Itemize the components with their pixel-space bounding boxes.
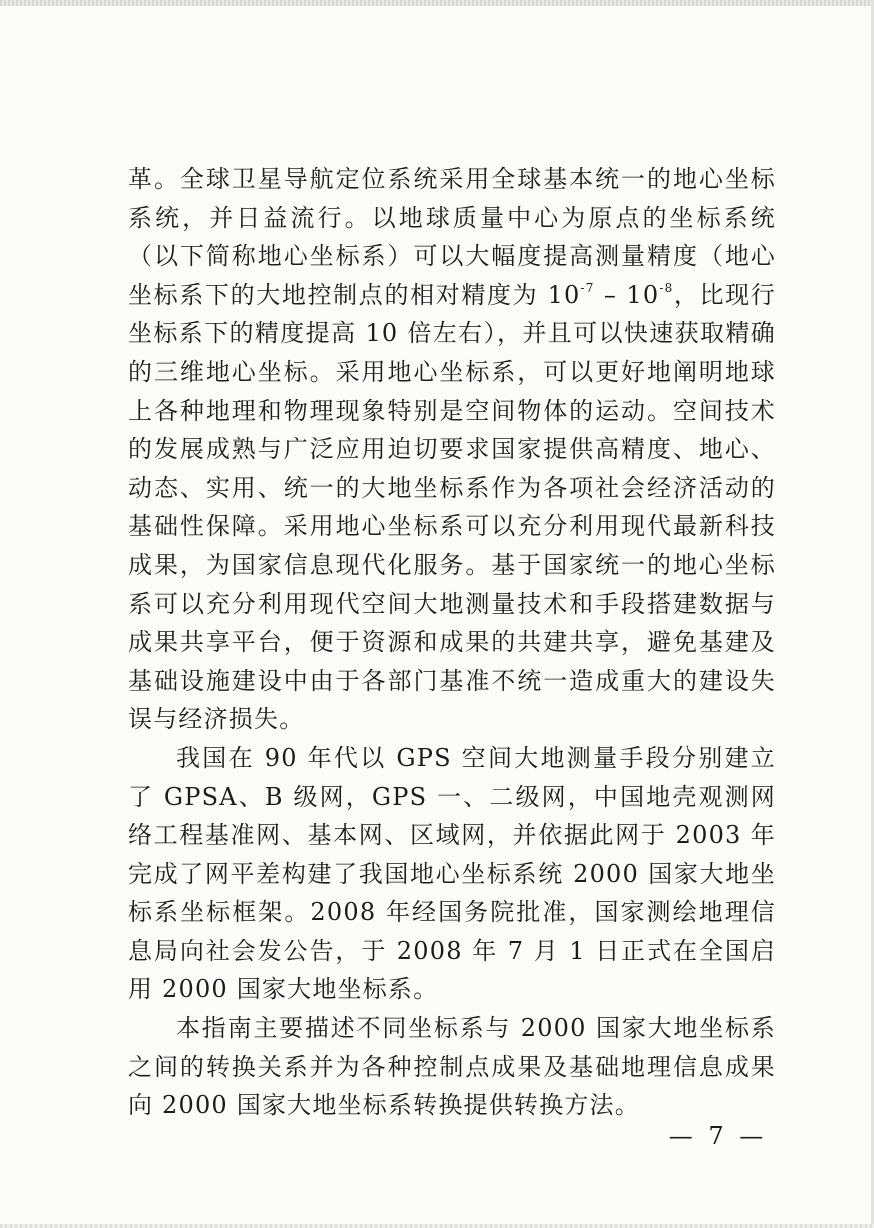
paragraph-2: 我国在 90 年代以 GPS 空间大地测量手段分别建立了 GPSA、B 级网，GPS 一、二级网，中国地壳观测网络工程基准网、基本网、区域网，并依据此网于 2003 年完成了网平差构建了我国地心坐标系统 2000 国家大地坐标系坐标框架。2008 年经国务院批准，国家测绘地理信息局向社会发公告，于 2008 年 7 月 1 日正式在全国启用 2000 国家大地坐标系。 — [128, 743, 776, 1004]
exponent-minus-8: -8 — [659, 280, 674, 295]
exponent-minus-7: -7 — [580, 280, 595, 295]
paragraph-3: 本指南主要描述不同坐标系与 2000 国家大地坐标系之间的转换关系并为各种控制点成果及基础地理信息成果向 2000 国家大地坐标系转换提供转换方法。 — [128, 1014, 776, 1120]
paragraph-1 — [128, 160, 776, 739]
page-number: — 7 — — [668, 1122, 768, 1150]
body-text — [128, 160, 776, 1125]
paragraph-1-text-a: 革。全球卫星导航定位系统采用全球基本统一的地心坐标系统，并日益流行。以地球质量中心为原点的坐标系统（以下简称地心坐标系）可以大幅度提高测量精度（地心坐标系下的大地控制点的相对精度为 10 — [128, 165, 776, 309]
paragraph-1-text-b: – 10 — [594, 280, 660, 309]
scan-edge-bottom — [0, 1224, 874, 1228]
paragraph-1-text-c: ，比现行坐标系下的精度提高 10 倍左右），并且可以快速获取精确的三维地心坐标。采用地心坐标系，可以更好地阐明地球上各种地理和物理现象特别是空间物体的运动。空间技术的发展成熟与广泛应用迫切要求国家提供高精度、地心、动态、实用、统一的大地坐标系作为各项社会经济活动的基础性保障。采用地心坐标系可以充分利用现代最新科技成果，为国家信息现代化服务。基于国家统一的地心坐标系可以充分利用现代空间大地测量技术和手段搭建数据与成果共享平台，便于资源和成果的共建共享，避免基建及基础设施建设中由于各部门基准不统一造成重大的建设失误与经济损失。 — [128, 280, 776, 734]
scan-edge-top — [0, 0, 874, 6]
